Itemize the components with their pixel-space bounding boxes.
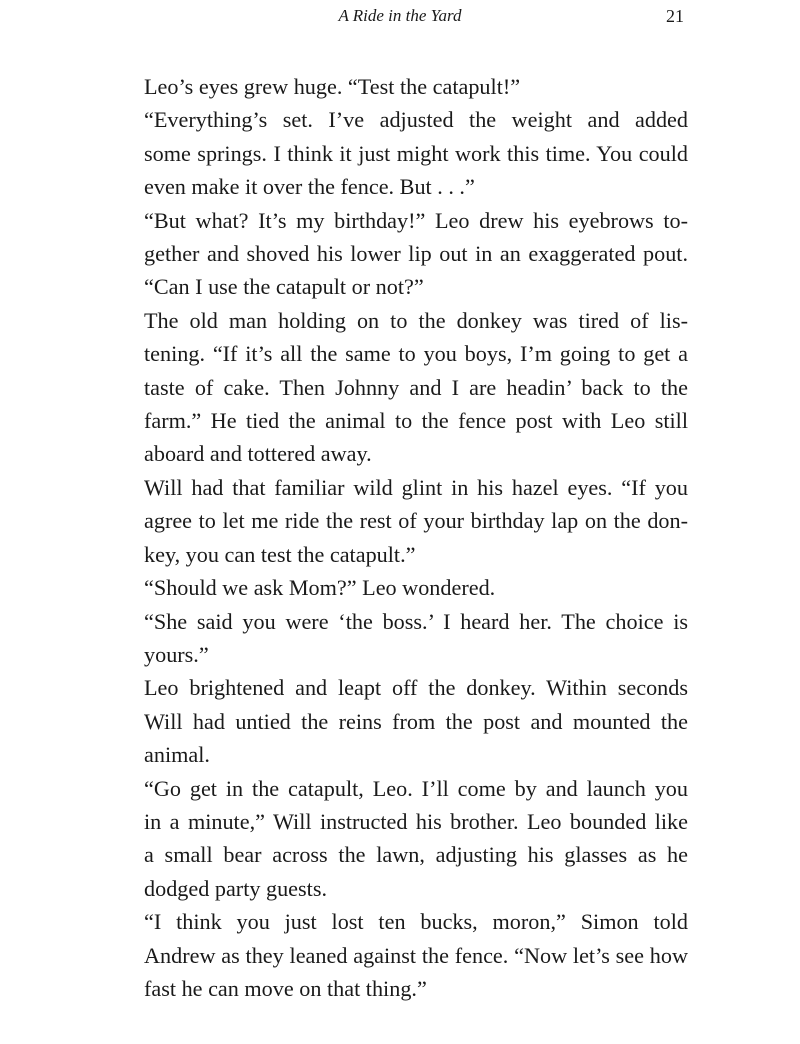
running-title: A Ride in the Yard: [338, 6, 462, 25]
text-line: Andrew as they leaned against the fence. “Now let’s see how: [144, 942, 688, 968]
paragraph: [114, 605, 688, 672]
text-line: aboard and tottered away.: [144, 441, 372, 467]
text-line: in a minute,” Will instructed his brother. Leo bounded like: [144, 808, 688, 834]
text-line: Will had untied the reins from the post and mounted the: [144, 708, 688, 734]
text-line: The old man holding on to the donkey was tired of lis-: [144, 307, 688, 333]
text-line: agree to let me ride the rest of your birthday lap on the don-: [144, 508, 688, 534]
paragraph: [114, 70, 688, 103]
text-line: taste of cake. Then Johnny and I are headin’ back to the: [144, 374, 688, 400]
text-line: “Can I use the catapult or not?”: [144, 274, 424, 300]
text-line: “Everything’s set. I’ve adjusted the weight and added: [144, 107, 688, 133]
paragraph: [114, 103, 688, 203]
text-line: tening. “If it’s all the same to you boys, I’m going to get a: [144, 341, 688, 367]
paragraph: [114, 304, 688, 471]
text-line: “She said you were ‘the boss.’ I heard her. The choice is: [144, 608, 688, 634]
text-line: fast he can move on that thing.”: [144, 975, 427, 1001]
text-line: some springs. I think it just might work this time. You could: [144, 140, 688, 166]
text-line: “I think you just lost ten bucks, moron,” Simon told: [144, 909, 688, 935]
paragraph: [114, 905, 688, 1005]
text-line: Will had that familiar wild glint in his hazel eyes. “If you: [144, 474, 688, 500]
text-line: dodged party guests.: [144, 875, 328, 901]
paragraph: [114, 471, 688, 571]
text-line: yours.”: [144, 641, 209, 667]
text-line: a small bear across the lawn, adjusting his glasses as he: [144, 842, 688, 868]
text-line: even make it over the fence. But . . .”: [144, 174, 475, 200]
running-header: [0, 4, 800, 32]
text-line: “Go get in the catapult, Leo. I’ll come by and launch you: [144, 775, 688, 801]
text-line: “But what? It’s my birthday!” Leo drew his eyebrows to-: [144, 207, 688, 233]
paragraph: [114, 204, 688, 304]
text-line: key, you can test the catapult.”: [144, 541, 416, 567]
paragraph: [114, 571, 688, 604]
paragraph: [114, 671, 688, 771]
page-number: 21: [666, 6, 684, 26]
body-text: [114, 70, 688, 1005]
text-line: farm.” He tied the animal to the fence post with Leo still: [144, 408, 688, 434]
text-line: gether and shoved his lower lip out in an exaggerated pout.: [144, 241, 688, 267]
paragraph: [114, 772, 688, 906]
text-line: animal.: [144, 742, 210, 768]
text-line: “Should we ask Mom?” Leo wondered.: [144, 575, 496, 601]
text-line: Leo’s eyes grew huge. “Test the catapult!”: [144, 74, 521, 99]
text-line: Leo brightened and leapt off the donkey. Within seconds: [144, 675, 688, 701]
